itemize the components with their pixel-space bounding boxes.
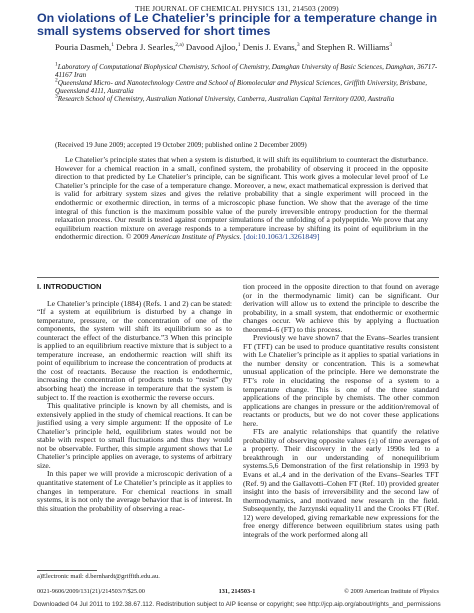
affiliation-item: $^1$Laboratory of Computational Biophysical Chemistry, School of Chemistry, Damghan University of Basic Sciences, Damghan, 36717-41167 Iran	[55, 61, 438, 79]
paper-title: On violations of Le Chatelier’s principle for a temperature change in small systems observed for short times	[37, 11, 438, 39]
author-name: Davood Ajloo,	[185, 42, 238, 52]
paragraph: Previously we have shown7 that the Evans–Searles transient FT (TFT) can be used to produce quantitative results consistent with Le Chatelier’s principle as it applies to spatial variations in the number density or concentration. This is a somewhat unusual application of the principle. Here we demonstrate the FT’s role in elucidating the response of a system to a temperature change. This is one of the three standard applications of the principle by chemists. The other common applications are changes in pressure or the addition/removal of reactants or products, but we do not cover these applications here.	[243, 333, 439, 428]
footnote-divider	[37, 570, 97, 571]
author-name: Denis J. Evans,	[242, 42, 297, 52]
paragraph: In this paper we will provide a microscopic derivation of a quantitative statement of Le Chatelier’s principle as it applies to changes in temperature. For chemical reactions in small systems, it is not only the average behavior that is of interest. In this situation the probability of observing a reac-	[37, 469, 232, 513]
author-name: Pouria Dasmeh,	[55, 42, 112, 52]
footer-page-number: 131, 214503-1	[218, 588, 256, 595]
affiliation-item: $^3$Research School of Chemistry, Australian National University, Canberra, Australian Capital Territory 0200, Australia	[55, 93, 395, 103]
section-heading: I. INTRODUCTION	[37, 282, 102, 291]
author-name: Debra J. Searles,	[116, 42, 176, 52]
abstract	[55, 156, 428, 242]
download-notice: Downloaded 04 Jul 2011 to 192.38.67.112. Redistribution subject to AIP license or copyright; see http://jcp.aip.org/about/rights_and_permissions	[33, 601, 441, 608]
footnote: a)Electronic mail: d.bernhardt@griffith.edu.au.	[37, 573, 160, 580]
author-list: Pouria Dasmeh,$^1$ Debra J. Searles,$^{2,a)}$ Davood Ajloo,$^1$ Denis J. Evans,$^3$ and Stephen R. Williams$^3$	[55, 42, 393, 52]
journal-header: THE JOURNAL OF CHEMICAL PHYSICS 131, 214503 (2009)	[135, 4, 339, 13]
affiliation-item: $^2$Queensland Micro- and Nanotechnology Centre and School of Biomolecular and Physical Sciences, Griffith University, Brisbane, Queensland 4111, Australia	[55, 77, 428, 95]
right-column	[243, 283, 439, 539]
doi-link[interactable]: [doi:10.1063/1.3261849]	[243, 232, 320, 242]
section-divider	[37, 277, 439, 278]
footer-copyright: © 2009 American Institute of Physics	[344, 588, 439, 595]
paragraph: Le Chatelier’s principle (1884) (Refs. 1 and 2) can be stated: “If a system at equilibrium is disturbed by a change in temperature, pressure, or the concentration of one of the components, the system will shift its equilibrium so as to counteract the effect of the disturbance.”3 When this principle is applied to an equilibrium reactive mixture that is subject to a temperature increase, an endothermic reaction will shift its point of equilibrium to increase the concentration of products at the cost of reactants. Because the reaction is endothermic, increasing the concentration of products tends to “resist” (by absorbing heat) the increase in temperature that the system is subject to. If the reaction is exothermic the reverse occurs.	[37, 298, 232, 402]
affiliations	[55, 61, 445, 104]
author-name: and Stephen R. Williams	[301, 42, 390, 52]
paragraph: This qualitative principle is known by all chemists, and is extensively applied in the study of chemical reactions. It can be justified using a very simple argument: If the opposite of Le Chatelier’s principle held, equilibrium states would not be stable with respect to small fluctuations and thus they would not be observable. Further, this simple argument shows that Le Chatelier’s principle applies on average, to systems of arbitrary size.	[37, 401, 232, 470]
paragraph: FTs are analytic relationships that quantify the relative probability of observing opposite values (±) of time averages of a property. Their discovery in the early 1990s led to a breakthrough in our understanding of nonequilibrium systems.5,6 Demonstration of the first relationship in 1993 by Evans et al.,4 and in the derivation of the Evans–Searles TFT (Ref. 9) and the Gallavotti–Cohen FT (Ref. 10) provided greater insight into the basis of irreversibility and the second law of thermodynamics, and motivated new research in the field. Subsequently, the Jarzynski equality11 and the Crooks FT (Ref. 12) were developed, giving remarkable new expressions for the free energy difference between equilibrium states using path integrals of the work performed along all	[243, 427, 439, 539]
paragraph: tion proceed in the opposite direction to that found on average (or in the thermodynamic limit) can be significant. Our derivation will allow us to extend the principle to describe the probability, in a small system, that endothermic or exothermic changes occur. We achieve this by applying a fluctuation theorem4–6 (FT) to this process.	[243, 282, 439, 334]
abstract-text: Le Chatelier’s principle states that when a system is disturbed, it will shift its equilibrium to counteract the disturbance. However for a chemical reaction in a small, confined system, the probability of observing it proceed in the opposite direction to that predicted by Le Chatelier’s principle, can be significant. This work gives a molecular level proof of Le Chatelier’s principle for the case of a temperature change. Moreover, a new, exact mathematical expression is derived that is valid for arbitrary system sizes and gives the relative probability that a single experiment will proceed in the endothermic or exothermic direction, in terms of a microscopic phase function. We show that the average of the time integral of this function is the maximum possible value of the purely irreversible entropy production for the thermal relaxation process. Our result is tested against computer simulations of the unfolding of a polypeptide. We prove that any equilibrium reaction mixture on average responds to a temperature increase by shifting its point of equilibrium in the endothermic direction. © 2009	[55, 155, 428, 242]
left-column	[37, 283, 232, 513]
abstract-copyright: American Institute of Physics.	[150, 232, 242, 242]
received-dates: (Received 19 June 2009; accepted 19 October 2009; published online 2 December 2009)	[55, 141, 307, 149]
footer-issn: 0021-9606/2009/131(21)/214503/7/$25.00	[37, 588, 145, 595]
